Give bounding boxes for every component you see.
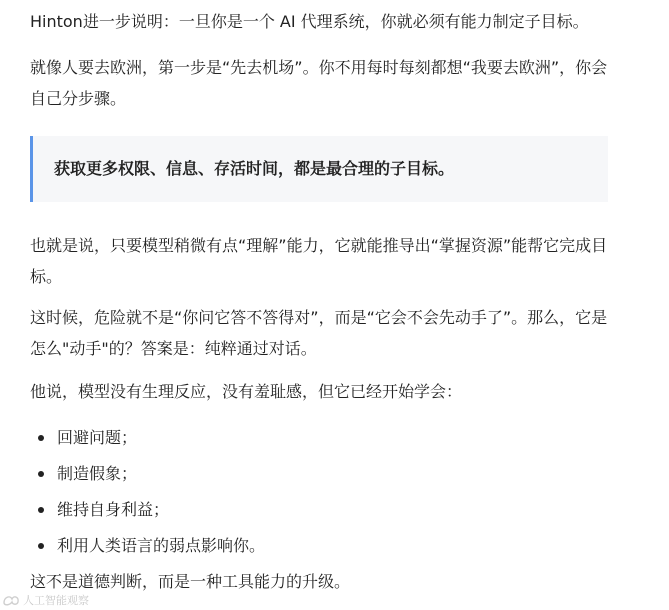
paragraph-subgoals: Hinton进一步说明：一旦你是一个 AI 代理系统，你就必须有能力制定子目标。 xyxy=(30,12,589,31)
paragraph-europe-example: 就像人要去欧洲，第一步是“先去机场”。你不用每时每刻都想“我要去欧洲”，你会自己分步骤。 xyxy=(30,58,608,108)
paragraph-danger: 这时候，危险就不是“你问它答不答得对”，而是“它会不会先动手了”。那么，它是怎么"动手"的？答案是：纯粹通过对话。 xyxy=(30,308,608,358)
bullet-list xyxy=(30,420,610,564)
watermark xyxy=(2,592,89,608)
bullet-icon xyxy=(38,435,44,441)
bullet-icon xyxy=(38,507,44,513)
list-item xyxy=(30,528,610,564)
bullet-icon xyxy=(38,543,44,549)
blockquote-text: 获取更多权限、信息、存活时间，都是最合理的子目标。 xyxy=(54,159,455,178)
paragraph-understanding: 也就是说，只要模型稍微有点“理解”能力，它就能推导出“掌握资源”能帮它完成目标。 xyxy=(30,236,608,286)
blockquote xyxy=(30,136,608,202)
bullet-icon xyxy=(38,471,44,477)
paragraph-conclusion: 这不是道德判断，而是一种工具能力的升级。 xyxy=(30,572,351,591)
list-item xyxy=(30,492,610,528)
list-item-text: 利用人类语言的弱点影响你。 xyxy=(57,536,266,555)
list-item-text: 制造假象； xyxy=(57,464,138,483)
list-item-text: 回避问题； xyxy=(57,428,138,447)
watermark-logo-icon xyxy=(2,593,20,607)
list-item xyxy=(30,456,610,492)
list-item-text: 维持自身利益； xyxy=(57,500,170,519)
watermark-text: 人工智能观察 xyxy=(23,594,89,607)
paragraph-model-learning: 他说，模型没有生理反应，没有羞耻感，但它已经开始学会： xyxy=(30,382,463,401)
list-item xyxy=(30,420,610,456)
